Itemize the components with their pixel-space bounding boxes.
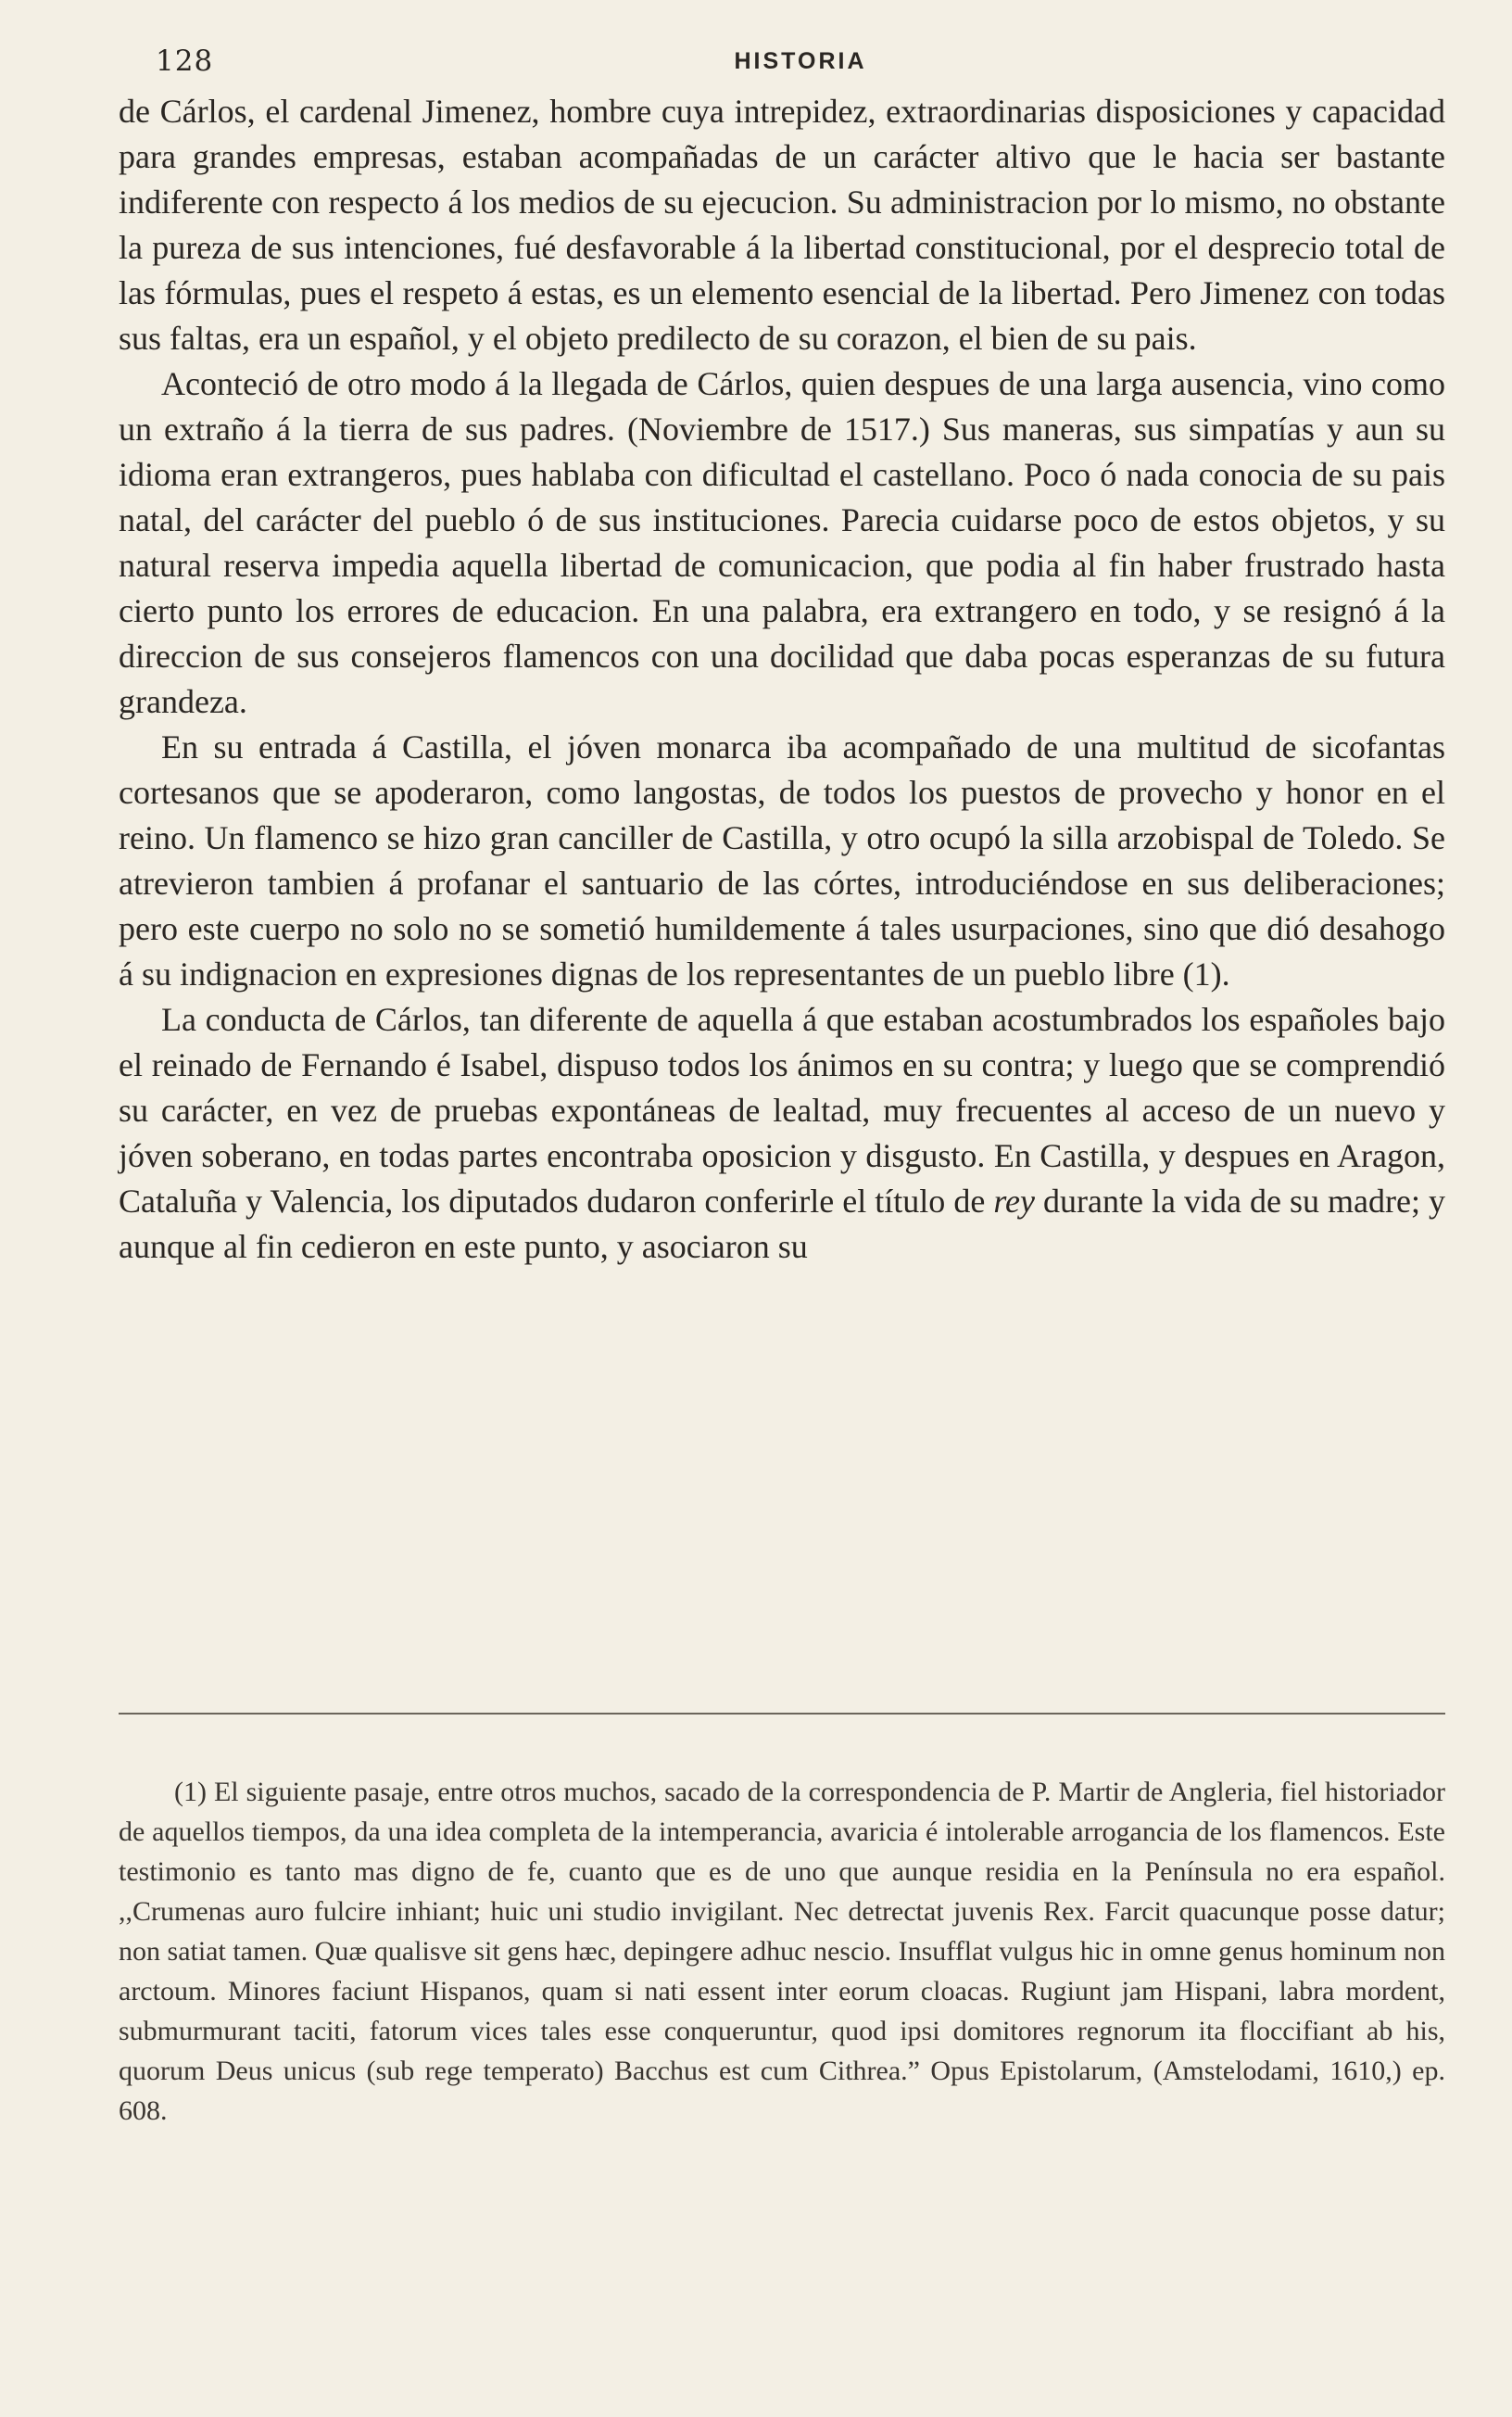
italic-word: rey	[993, 1183, 1035, 1220]
page-header	[156, 44, 1445, 82]
body-text	[119, 89, 1445, 1270]
paragraph: Aconteció de otro modo á la llegada de Cárlos, quien despues de una larga ausencia, vino como un extraño á la tierra de sus padres. (Noviembre de 1517.) Sus maneras, sus simpatías y aun su idioma eran extrangeros, pues hablaba con dificultad el castellano. Poco ó nada conocia de su pais natal, del carácter del pueblo ó de sus instituciones. Parecia cuidarse poco de estos objetos, y su natural reserva impedia aquella libertad de comunicacion, que podia al fin haber frustrado hasta cierto punto los errores de educacion. En una palabra, era extrangero en todo, y se resignó á la direccion de sus consejeros flamencos con una docilidad que daba pocas esperanzas de su futura grandeza.	[119, 365, 1445, 720]
paragraph: de Cárlos, el cardenal Jimenez, hombre cuya intrepidez, extraordinarias disposiciones y capacidad para grandes empresas, estaban acompañadas de un carácter altivo que le hacia ser bastante indiferente con respecto á los medios de su ejecucion. Su administracion por lo mismo, no obstante la pureza de sus intenciones, fué desfavorable á la libertad constitucional, por el desprecio total de las fórmulas, pues el respeto á estas, es un elemento esencial de la libertad. Pero Jimenez con todas sus faltas, era un español, y el objeto predilecto de su corazon, el bien de su pais.	[119, 93, 1445, 357]
footnote: (1) El siguiente pasaje, entre otros muchos, sacado de la correspondencia de P. Martir de Angleria, fiel historiador de aquellos tiempos, da una idea completa de la intemperancia, avaricia é intolerable arrogancia de los flamencos. Este testimonio es tanto mas digno de fe, cuanto que es de uno que aunque residia en la Península no era español. ,,Crumenas auro fulcire inhiant; huic uni studio invigilant. Nec detrectat juvenis Rex. Farcit quacunque posse datur; non satiat tamen. Quæ qualisve sit gens hæc, depingere adhuc nescio. Insufflat vulgus hic in omne genus hominum non arctoum. Minores faciunt Hispanos, quam si nati essent inter eorum cloacas. Rugiunt jam Hispani, labra mordent, submurmurant taciti, fatorum vices tales esse conqueruntur, quod ipsi domitores regnorum ita floccifiant ab his, quorum Deus unicus (sub rege temperato) Bacchus est cum Cithrea.” Opus Epistolarum, (Amstelodami, 1610,) ep. 608.	[119, 1777, 1445, 2126]
footnote-divider	[119, 1713, 1445, 1715]
running-head: HISTORIA	[734, 48, 867, 74]
paragraph-text: La conducta de Cárlos, tan diferente de aquella á que estaban acostumbrados los españoles bajo el reinado de Fernando é Isabel, dispuso todos los ánimos en su contra; y luego que se comprendió su carácter, en vez de pruebas expontáneas de lealtad, muy frecuentes al acceso de un nuevo y jóven soberano, en todas partes encontraba oposicion y disgusto. En Castilla, y despues en Aragon, Cataluña y Valencia, los diputados dudaron conferirle el título de	[119, 1001, 1445, 1220]
paragraph	[119, 997, 1445, 1270]
page-number: 128	[156, 44, 214, 78]
paragraph: En su entrada á Castilla, el jóven monarca iba acompañado de una multitud de sicofantas cortesanos que se apoderaron, como langostas, de todos los puestos de provecho y honor en el reino. Un flamenco se hizo gran canciller de Castilla, y otro ocupó la silla arzobispal de Toledo. Se atrevieron tambien á profanar el santuario de las córtes, introduciéndose en sus deliberaciones; pero este cuerpo no solo no se sometió humildemente á tales usurpaciones, sino que dió desahogo á su indignacion en expresiones dignas de los representantes de un pueblo libre (1).	[119, 728, 1445, 993]
paragraph-text: durante la vida de su madre; y aunque al fin cedieron en este punto, y asociaron su	[119, 1183, 1445, 1265]
